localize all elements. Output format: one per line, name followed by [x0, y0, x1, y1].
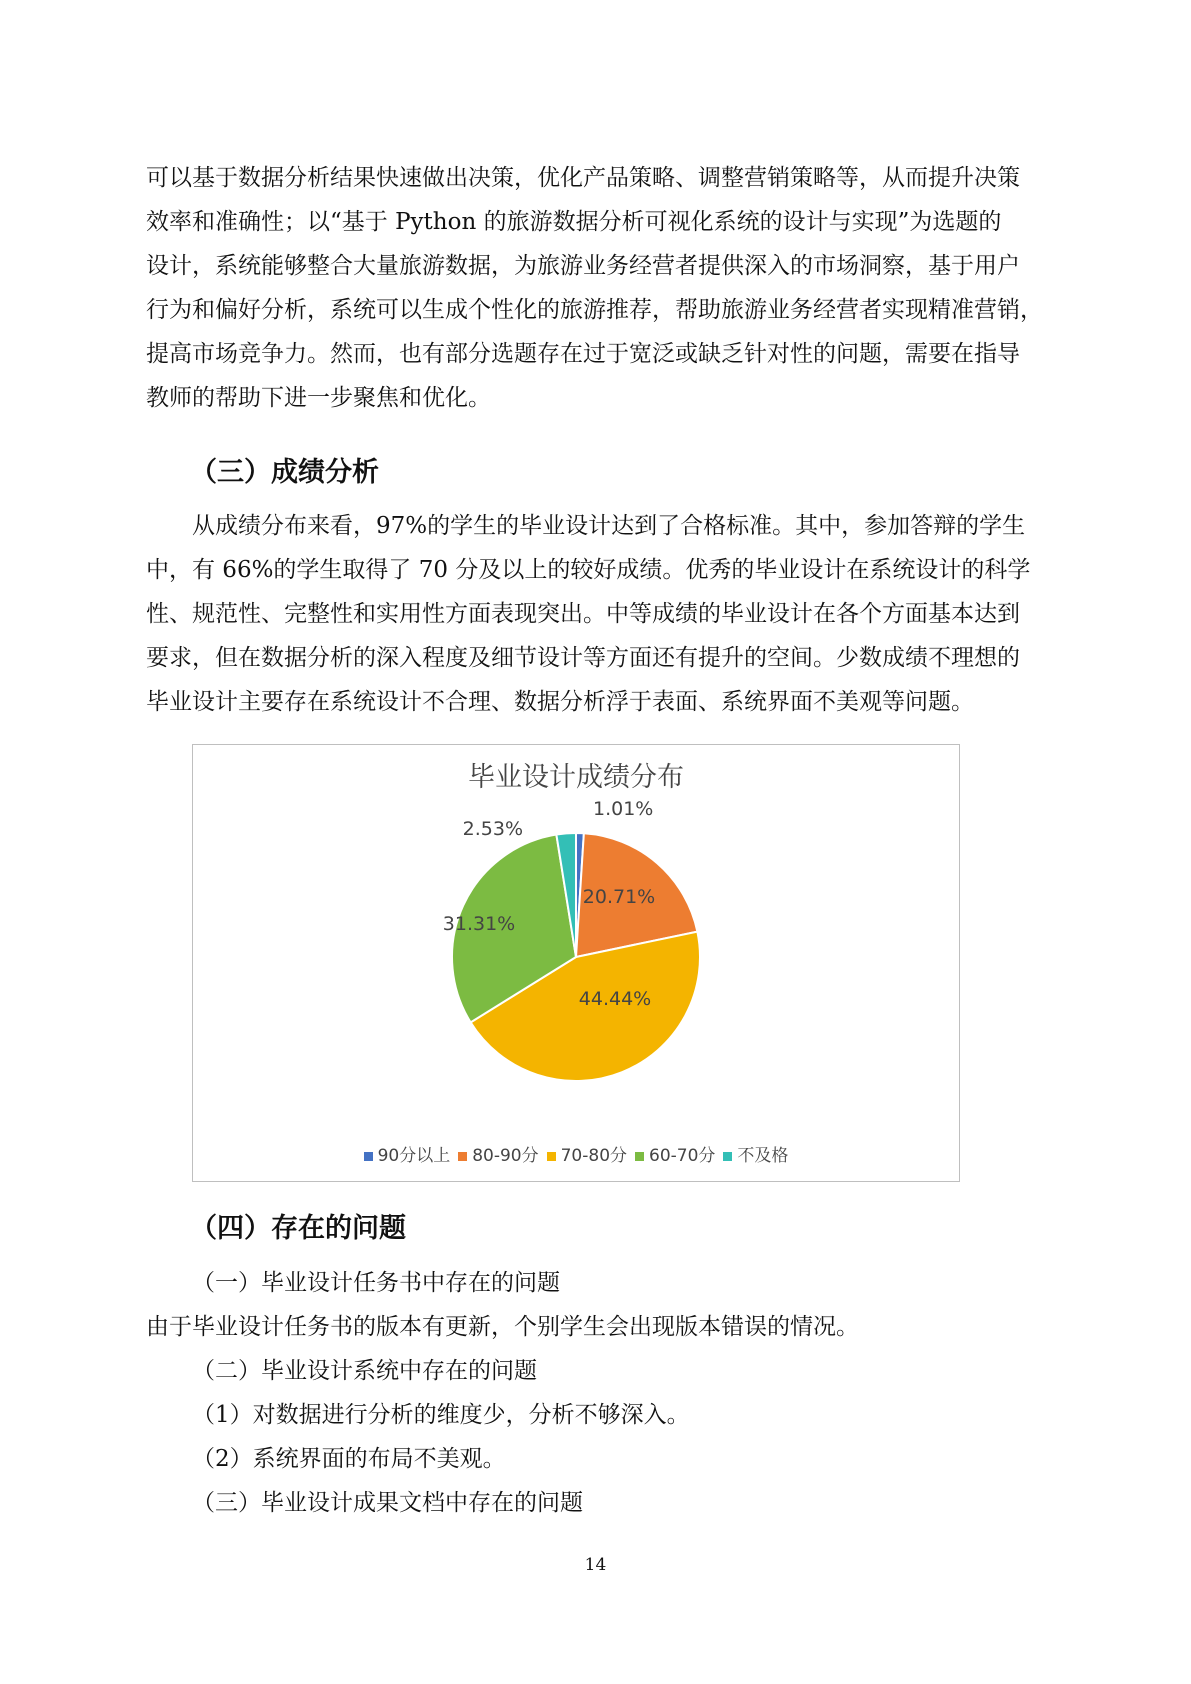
legend-label: 不及格: [737, 1146, 789, 1166]
intro-line: 效率和准确性；以“基于 Python 的旅游数据分析可视化系统的设计与实现”为选题的: [146, 209, 1002, 235]
grade-distribution-chart: [192, 744, 960, 1182]
legend-item: [547, 1141, 627, 1166]
section3-heading: （三）成绩分析: [190, 457, 379, 488]
section3-line: 要求，但在数据分析的深入程度及细节设计等方面还有提升的空间。少数成绩不理想的: [146, 645, 1020, 671]
legend-label: 80-90分: [472, 1146, 539, 1166]
page-number: 14: [584, 1555, 607, 1575]
subsection-title: （二）毕业设计系统中存在的问题: [192, 1358, 537, 1384]
legend-label: 70-80分: [560, 1146, 628, 1166]
pie-data-label: 20.71%: [582, 886, 656, 908]
legend-item: [364, 1141, 451, 1166]
subsection-title: （三）毕业设计成果文档中存在的问题: [192, 1490, 583, 1516]
intro-line: 行为和偏好分析，系统可以生成个性化的旅游推荐，帮助旅游业务经营者实现精准营销，: [146, 297, 1043, 323]
section4-heading: （四）存在的问题: [190, 1213, 406, 1244]
intro-paragraph: [146, 156, 1044, 420]
legend-swatch: [547, 1152, 556, 1161]
legend-item: [635, 1141, 715, 1166]
section3-line: 毕业设计主要存在系统设计不合理、数据分析浮于表面、系统界面不美观等问题。: [146, 689, 974, 715]
legend-label: 90分以上: [377, 1146, 451, 1166]
intro-line: 设计，系统能够整合大量旅游数据，为旅游业务经营者提供深入的市场洞察，基于用户: [146, 253, 1020, 279]
legend-swatch: [635, 1152, 644, 1161]
legend-label: 60-70分: [649, 1146, 716, 1166]
intro-line: 提高市场竞争力。然而，也有部分选题存在过于宽泛或缺乏针对性的问题，需要在指导: [146, 341, 1020, 367]
legend-swatch: [364, 1152, 373, 1161]
legend-item: [458, 1141, 538, 1166]
pie-data-label: 2.53%: [462, 818, 523, 840]
subsection-title: （一）毕业设计任务书中存在的问题: [192, 1270, 560, 1296]
section3-paragraph: [146, 504, 1044, 724]
issue-description: 由于毕业设计任务书的版本有更新，个别学生会出现版本错误的情况。: [146, 1314, 859, 1340]
pie-chart-svg: [193, 745, 959, 1181]
legend-swatch: [458, 1152, 467, 1161]
chart-legend: [193, 1141, 959, 1166]
chart-title: 毕业设计成绩分布: [468, 762, 684, 793]
legend-item: [723, 1141, 788, 1166]
section3-line: 性、规范性、完整性和实用性方面表现突出。中等成绩的毕业设计在各个方面基本达到: [146, 601, 1020, 627]
pie-data-label: 31.31%: [442, 913, 516, 935]
issue-item: （2）系统界面的布局不美观。: [192, 1446, 506, 1472]
section3-line: 中，有 66%的学生取得了 70 分及以上的较好成绩。优秀的毕业设计在系统设计的科学: [146, 557, 1031, 583]
pie-data-label: 44.44%: [578, 988, 652, 1010]
issue-item: （1）对数据进行分析的维度少，分析不够深入。: [192, 1402, 690, 1428]
intro-line: 教师的帮助下进一步聚焦和优化。: [146, 385, 491, 411]
intro-line: 可以基于数据分析结果快速做出决策，优化产品策略、调整营销策略等，从而提升决策: [146, 165, 1020, 191]
pie-data-label: 1.01%: [593, 798, 654, 820]
legend-swatch: [723, 1152, 732, 1161]
section3-line: 从成绩分布来看，97%的学生的毕业设计达到了合格标准。其中，参加答辩的学生: [146, 513, 1026, 539]
